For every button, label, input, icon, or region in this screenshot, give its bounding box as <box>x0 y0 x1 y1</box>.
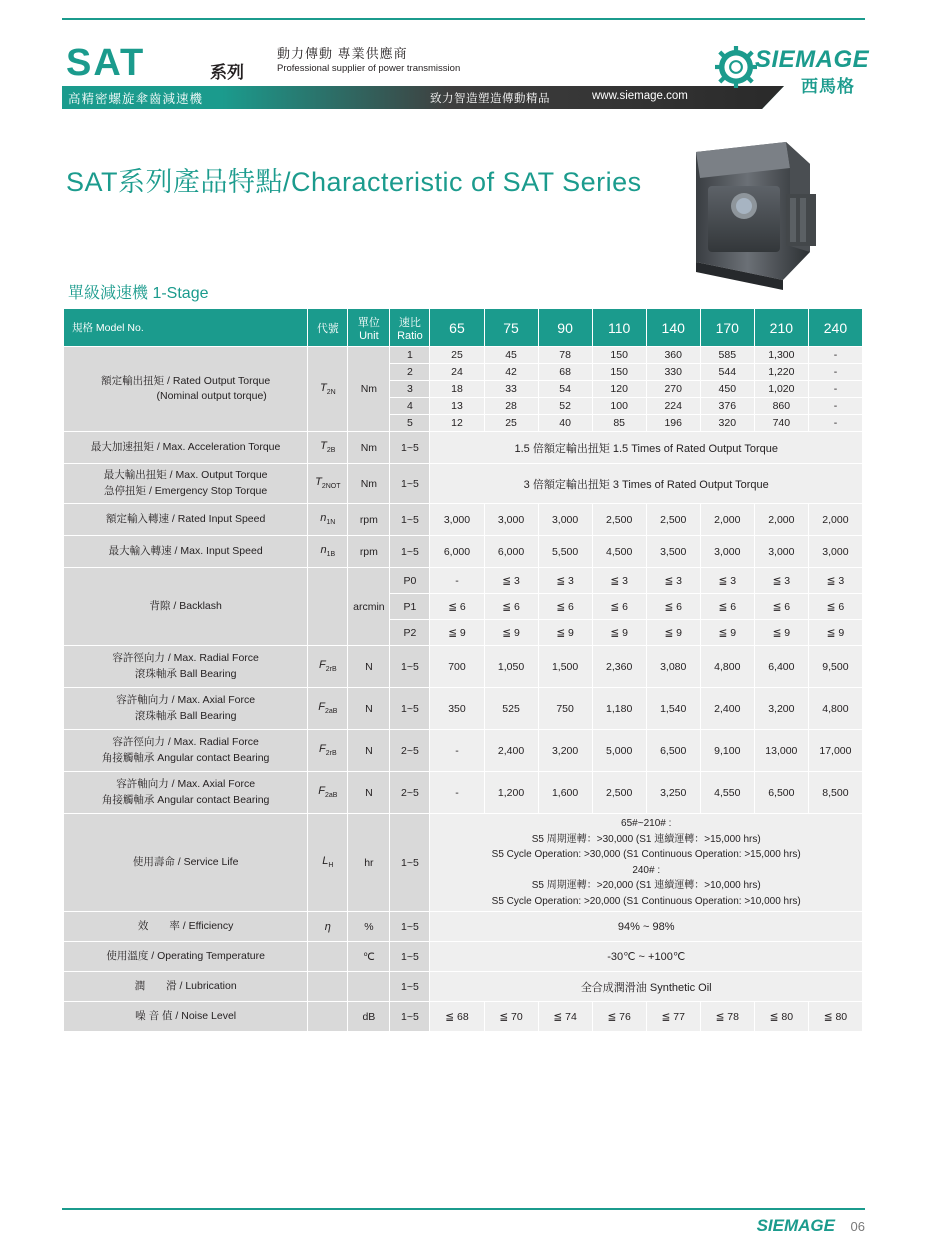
header-unit-cn: 單位 <box>357 316 380 329</box>
cell-torque-r5-140: 196 <box>646 415 700 432</box>
table-header-row <box>64 309 863 347</box>
cell-noise-75: ≦ 70 <box>484 1002 538 1032</box>
cell-noise-140: ≦ 77 <box>646 1002 700 1032</box>
cell-backlash-p1-240: ≦ 6 <box>808 594 862 620</box>
slogan-chinese: 動力傳動 專業供應商 <box>277 46 408 61</box>
row-ratio-temperature: 1~5 <box>390 942 430 972</box>
header-website-url[interactable]: www.siemage.com <box>592 90 688 102</box>
cell-backlash-p1-110: ≦ 6 <box>592 594 646 620</box>
cell-axial-ball-110: 1,180 <box>592 688 646 730</box>
cell-stop-torque-merged: 3 倍額定輸出扭矩 3 Times of Rated Output Torque <box>430 464 863 504</box>
row-symbol-backlash <box>308 568 348 646</box>
cell-backlash-p0-65: - <box>430 568 484 594</box>
cell-radial-ang-240: 17,000 <box>808 730 862 772</box>
cell-radial-ball-170: 4,800 <box>700 646 754 688</box>
row-ratio-2: 2 <box>390 364 430 381</box>
row-label-line2: 滾珠軸承 Ball Bearing <box>134 667 237 680</box>
cell-torque-r1-75: 45 <box>484 347 538 364</box>
table-row <box>64 972 863 1002</box>
header-model-240: 240 <box>808 309 862 347</box>
cell-torque-r2-75: 42 <box>484 364 538 381</box>
cell-accel-torque-merged: 1.5 倍額定輸出扭矩 1.5 Times of Rated Output Torque <box>430 432 863 464</box>
row-label-rated-output-torque <box>64 347 308 432</box>
header-model-65: 65 <box>430 309 484 347</box>
row-unit-n-radial-ang: N <box>348 730 390 772</box>
cell-radial-ang-140: 6,500 <box>646 730 700 772</box>
footer-divider <box>62 1208 865 1210</box>
header-unit-en: Unit <box>359 329 379 342</box>
row-label-line1: 容許徑向力 / Max. Radial Force <box>112 736 259 749</box>
cell-max-speed-110: 4,500 <box>592 536 646 568</box>
row-unit-db: dB <box>348 1002 390 1032</box>
cell-backlash-p1-140: ≦ 6 <box>646 594 700 620</box>
header-code: 代號 <box>308 309 348 347</box>
header-model-90: 90 <box>538 309 592 347</box>
row-ratio-max-speed: 1~5 <box>390 536 430 568</box>
table-row <box>64 347 863 364</box>
cell-backlash-p0-90: ≦ 3 <box>538 568 592 594</box>
cell-torque-r3-170: 450 <box>700 381 754 398</box>
cell-max-speed-140: 3,500 <box>646 536 700 568</box>
row-label-max-input-speed: 最大輸入轉速 / Max. Input Speed <box>64 536 308 568</box>
cell-axial-ang-170: 4,550 <box>700 772 754 814</box>
row-unit-lubrication <box>348 972 390 1002</box>
cell-backlash-p2-90: ≦ 9 <box>538 620 592 646</box>
cell-backlash-p0-210: ≦ 3 <box>754 568 808 594</box>
header-model-210: 210 <box>754 309 808 347</box>
row-symbol-f2ab-ball: $F_{2aB}$ <box>308 688 348 730</box>
row-unit-rpm-max: rpm <box>348 536 390 568</box>
cell-axial-ang-210: 6,500 <box>754 772 808 814</box>
row-grade-p0: P0 <box>390 568 430 594</box>
cell-radial-ang-170: 9,100 <box>700 730 754 772</box>
cell-torque-r1-210: 1,300 <box>754 347 808 364</box>
page-title: SAT系列產品特點/Characteristic of SAT Series <box>66 167 642 197</box>
cell-torque-r2-140: 330 <box>646 364 700 381</box>
cell-torque-r4-90: 52 <box>538 398 592 415</box>
cell-torque-r3-140: 270 <box>646 381 700 398</box>
row-ratio-accel: 1~5 <box>390 432 430 464</box>
table-row <box>64 646 863 688</box>
row-ratio-rated-speed: 1~5 <box>390 504 430 536</box>
cell-torque-r5-90: 40 <box>538 415 592 432</box>
top-divider <box>62 18 865 20</box>
cell-radial-ang-110: 5,000 <box>592 730 646 772</box>
cell-torque-r3-110: 120 <box>592 381 646 398</box>
cell-torque-r2-240: - <box>808 364 862 381</box>
cell-max-speed-210: 3,000 <box>754 536 808 568</box>
row-label-operating-temperature: 使用溫度 / Operating Temperature <box>64 942 308 972</box>
row-unit-n-radial-ball: N <box>348 646 390 688</box>
row-label-radial-force-ball <box>64 646 308 688</box>
cell-axial-ang-90: 1,600 <box>538 772 592 814</box>
header-ratio-cn: 速比 <box>398 316 421 329</box>
row-ratio-lubrication: 1~5 <box>390 972 430 1002</box>
cell-backlash-p2-65: ≦ 9 <box>430 620 484 646</box>
cell-torque-r1-140: 360 <box>646 347 700 364</box>
cell-noise-65: ≦ 68 <box>430 1002 484 1032</box>
cell-radial-ang-210: 13,000 <box>754 730 808 772</box>
row-symbol-temp <box>308 942 348 972</box>
cell-radial-ball-90: 1,500 <box>538 646 592 688</box>
cell-backlash-p0-110: ≦ 3 <box>592 568 646 594</box>
cell-backlash-p2-240: ≦ 9 <box>808 620 862 646</box>
cell-torque-r2-90: 68 <box>538 364 592 381</box>
cell-torque-r4-75: 28 <box>484 398 538 415</box>
table-row <box>64 730 863 772</box>
cell-backlash-p2-75: ≦ 9 <box>484 620 538 646</box>
product-photo <box>678 134 828 294</box>
row-label-line1: 容許軸向力 / Max. Axial Force <box>116 778 256 791</box>
row-label-axial-force-angular <box>64 772 308 814</box>
brand-name-chinese: 西馬格 <box>801 77 855 96</box>
row-unit-arcmin: arcmin <box>348 568 390 646</box>
service-life-line-5: S5 周期運轉：>20,000 (S1 連續運轉：>10,000 hrs) <box>531 880 761 891</box>
cell-backlash-p2-210: ≦ 9 <box>754 620 808 646</box>
cell-noise-210: ≦ 80 <box>754 1002 808 1032</box>
cell-torque-r5-65: 12 <box>430 415 484 432</box>
cell-torque-r1-65: 25 <box>430 347 484 364</box>
cell-torque-r4-240: - <box>808 398 862 415</box>
cell-backlash-p0-75: ≦ 3 <box>484 568 538 594</box>
table-row <box>64 464 863 504</box>
header-ratio-en: Ratio <box>397 329 423 342</box>
cell-torque-r2-110: 150 <box>592 364 646 381</box>
cell-service-life-text <box>430 814 863 912</box>
cell-axial-ang-65: - <box>430 772 484 814</box>
sat-logo: SAT <box>66 42 146 84</box>
row-unit-nm-accel: Nm <box>348 432 390 464</box>
specification-table <box>63 308 863 1032</box>
table-row <box>64 1002 863 1032</box>
table-row <box>64 504 863 536</box>
row-symbol-f2rb-ball: $F_{2rB}$ <box>308 646 348 688</box>
cell-radial-ang-75: 2,400 <box>484 730 538 772</box>
row-symbol-lh: $L_H$ <box>308 814 348 912</box>
cell-axial-ball-240: 4,800 <box>808 688 862 730</box>
cell-radial-ang-90: 3,200 <box>538 730 592 772</box>
row-label-max-output-torque <box>64 464 308 504</box>
row-ratio-1: 1 <box>390 347 430 364</box>
cell-axial-ang-75: 1,200 <box>484 772 538 814</box>
table-row <box>64 688 863 730</box>
cell-axial-ball-170: 2,400 <box>700 688 754 730</box>
cell-torque-r5-170: 320 <box>700 415 754 432</box>
cell-max-speed-75: 6,000 <box>484 536 538 568</box>
row-label-main: 額定輸出扭矩 / Rated Output Torque <box>101 374 271 387</box>
header-ratio <box>390 309 430 347</box>
table-row <box>64 568 863 594</box>
table-row <box>64 536 863 568</box>
header-bar-tagline: 致力智造塑造傳動精品 <box>430 93 550 105</box>
row-label-line2: 急停扭矩 / Emergency Stop Torque <box>104 484 268 497</box>
row-unit-n-axial-ball: N <box>348 688 390 730</box>
cell-torque-r5-110: 85 <box>592 415 646 432</box>
header-bar-chinese: 高精密螺旋傘齒減速機 <box>68 92 204 106</box>
cell-backlash-p0-240: ≦ 3 <box>808 568 862 594</box>
row-symbol-n1b: $n_{1B}$ <box>308 536 348 568</box>
cell-torque-r2-210: 1,220 <box>754 364 808 381</box>
row-grade-p2: P2 <box>390 620 430 646</box>
cell-noise-240: ≦ 80 <box>808 1002 862 1032</box>
cell-radial-ball-75: 1,050 <box>484 646 538 688</box>
cell-torque-r4-110: 100 <box>592 398 646 415</box>
cell-axial-ball-210: 3,200 <box>754 688 808 730</box>
cell-rated-speed-140: 2,500 <box>646 504 700 536</box>
cell-torque-r3-210: 1,020 <box>754 381 808 398</box>
cell-torque-r3-90: 54 <box>538 381 592 398</box>
service-life-line-4: 240# : <box>632 864 661 876</box>
row-label-line1: 最大輸出扭矩 / Max. Output Torque <box>103 469 268 482</box>
sat-series-label: 系列 <box>210 63 244 82</box>
row-symbol-n1n: $n_{1N}$ <box>308 504 348 536</box>
row-label-service-life: 使用壽命 / Service Life <box>64 814 308 912</box>
row-ratio-4: 4 <box>390 398 430 415</box>
cell-axial-ball-65: 350 <box>430 688 484 730</box>
row-unit-n-axial-ang: N <box>348 772 390 814</box>
cell-radial-ball-110: 2,360 <box>592 646 646 688</box>
cell-axial-ang-140: 3,250 <box>646 772 700 814</box>
cell-radial-ball-210: 6,400 <box>754 646 808 688</box>
cell-torque-r5-240: - <box>808 415 862 432</box>
cell-torque-r1-170: 585 <box>700 347 754 364</box>
cell-axial-ang-110: 2,500 <box>592 772 646 814</box>
cell-radial-ball-140: 3,080 <box>646 646 700 688</box>
row-label-noise-level: 噪 音 值 / Noise Level <box>64 1002 308 1032</box>
cell-torque-r4-170: 376 <box>700 398 754 415</box>
footer-brand: SIEMAGE <box>756 1216 835 1235</box>
row-ratio-noise: 1~5 <box>390 1002 430 1032</box>
row-unit-percent: % <box>348 912 390 942</box>
header-model-140: 140 <box>646 309 700 347</box>
row-unit-rpm-rated: rpm <box>348 504 390 536</box>
row-label-sub: (Nominal output torque) <box>156 390 267 402</box>
cell-torque-r4-140: 224 <box>646 398 700 415</box>
row-symbol-t2not: $T_{2NOT}$ <box>308 464 348 504</box>
cell-torque-r2-170: 544 <box>700 364 754 381</box>
row-unit-nm-stop: Nm <box>348 464 390 504</box>
cell-max-speed-90: 5,500 <box>538 536 592 568</box>
row-ratio-axial-ang: 2~5 <box>390 772 430 814</box>
header-model-170: 170 <box>700 309 754 347</box>
row-symbol-eta: η <box>308 912 348 942</box>
cell-noise-90: ≦ 74 <box>538 1002 592 1032</box>
table-row <box>64 814 863 912</box>
cell-axial-ball-140: 1,540 <box>646 688 700 730</box>
cell-backlash-p0-140: ≦ 3 <box>646 568 700 594</box>
header-model-75: 75 <box>484 309 538 347</box>
service-life-line-2: S5 周期運轉：>30,000 (S1 連續運轉：>15,000 hrs) <box>531 833 761 845</box>
row-label-lubrication: 潤 滑 / Lubrication <box>64 972 308 1002</box>
cell-rated-speed-110: 2,500 <box>592 504 646 536</box>
row-label-line2: 角接觸軸承 Angular contact Bearing <box>101 793 270 806</box>
row-ratio-5: 5 <box>390 415 430 432</box>
cell-axial-ang-240: 8,500 <box>808 772 862 814</box>
cell-backlash-p1-210: ≦ 6 <box>754 594 808 620</box>
cell-axial-ball-90: 750 <box>538 688 592 730</box>
cell-backlash-p1-90: ≦ 6 <box>538 594 592 620</box>
service-life-line-3: S5 Cycle Operation: >30,000 (S1 Continuous Operation: >15,000 hrs) <box>491 849 801 860</box>
cell-max-speed-240: 3,000 <box>808 536 862 568</box>
cell-rated-speed-65: 3,000 <box>430 504 484 536</box>
cell-torque-r4-210: 860 <box>754 398 808 415</box>
cell-noise-170: ≦ 78 <box>700 1002 754 1032</box>
row-label-line1: 容許徑向力 / Max. Radial Force <box>112 652 259 665</box>
row-symbol-f2rb-ang: $F_{2rB}$ <box>308 730 348 772</box>
row-symbol-t2b: $T_{2B}$ <box>308 432 348 464</box>
row-label-rated-input-speed: 額定輸入轉速 / Rated Input Speed <box>64 504 308 536</box>
section-label: 單級減速機 1-Stage <box>68 285 209 302</box>
cell-torque-r2-65: 24 <box>430 364 484 381</box>
gear-icon <box>715 46 757 88</box>
row-symbol-lubrication <box>308 972 348 1002</box>
cell-backlash-p2-170: ≦ 9 <box>700 620 754 646</box>
cell-rated-speed-75: 3,000 <box>484 504 538 536</box>
cell-max-speed-65: 6,000 <box>430 536 484 568</box>
brand-logo <box>715 40 870 102</box>
cell-backlash-p2-140: ≦ 9 <box>646 620 700 646</box>
service-life-line-1: 65#~210# : <box>621 818 672 829</box>
header-model: 規格 Model No. <box>64 309 308 347</box>
table-row <box>64 432 863 464</box>
cell-radial-ang-65: - <box>430 730 484 772</box>
cell-backlash-p2-110: ≦ 9 <box>592 620 646 646</box>
cell-backlash-p1-65: ≦ 6 <box>430 594 484 620</box>
row-label-axial-force-ball <box>64 688 308 730</box>
row-unit-nm: Nm <box>348 347 390 432</box>
cell-torque-r3-65: 18 <box>430 381 484 398</box>
brand-name: SIEMAGE <box>755 46 870 73</box>
cell-efficiency-value: 94% ~ 98% <box>430 912 863 942</box>
row-symbol-f2ab-ang: $F_{2aB}$ <box>308 772 348 814</box>
service-life-line-6: S5 Cycle Operation: >20,000 (S1 Continuous Operation: >10,000 hrs) <box>491 895 801 907</box>
cell-rated-speed-170: 2,000 <box>700 504 754 536</box>
row-ratio-axial-ball: 1~5 <box>390 688 430 730</box>
cell-lubrication-value: 全合成潤滑油 Synthetic Oil <box>430 972 863 1002</box>
cell-torque-r5-75: 25 <box>484 415 538 432</box>
cell-rated-speed-210: 2,000 <box>754 504 808 536</box>
cell-noise-110: ≦ 76 <box>592 1002 646 1032</box>
row-symbol-noise <box>308 1002 348 1032</box>
cell-radial-ball-65: 700 <box>430 646 484 688</box>
table-row <box>64 772 863 814</box>
row-ratio-stop: 1~5 <box>390 464 430 504</box>
row-label-max-acceleration-torque: 最大加速扭矩 / Max. Acceleration Torque <box>64 432 308 464</box>
row-label-line2: 角接觸軸承 Angular contact Bearing <box>101 751 270 764</box>
row-ratio-service-life: 1~5 <box>390 814 430 912</box>
table-row <box>64 942 863 972</box>
page-header <box>62 36 870 111</box>
cell-max-speed-170: 3,000 <box>700 536 754 568</box>
row-unit-hr: hr <box>348 814 390 912</box>
table-row <box>64 912 863 942</box>
row-ratio-3: 3 <box>390 381 430 398</box>
row-symbol-t2n: $T_{2N}$ <box>308 347 348 432</box>
cell-rated-speed-240: 2,000 <box>808 504 862 536</box>
row-grade-p1: P1 <box>390 594 430 620</box>
cell-torque-r1-90: 78 <box>538 347 592 364</box>
cell-axial-ball-75: 525 <box>484 688 538 730</box>
row-ratio-radial-ang: 2~5 <box>390 730 430 772</box>
cell-torque-r5-210: 740 <box>754 415 808 432</box>
cell-torque-r4-65: 13 <box>430 398 484 415</box>
header-unit <box>348 309 390 347</box>
cell-torque-r3-75: 33 <box>484 381 538 398</box>
cell-backlash-p1-75: ≦ 6 <box>484 594 538 620</box>
cell-backlash-p0-170: ≦ 3 <box>700 568 754 594</box>
footer-page-number: 06 <box>850 1219 865 1234</box>
cell-rated-speed-90: 3,000 <box>538 504 592 536</box>
cell-backlash-p1-170: ≦ 6 <box>700 594 754 620</box>
row-ratio-efficiency: 1~5 <box>390 912 430 942</box>
cell-radial-ball-240: 9,500 <box>808 646 862 688</box>
header-model-110: 110 <box>592 309 646 347</box>
row-label-backlash: 背隙 / Backlash <box>64 568 308 646</box>
row-label-line1: 容許軸向力 / Max. Axial Force <box>116 694 256 707</box>
row-ratio-radial-ball: 1~5 <box>390 646 430 688</box>
row-label-radial-force-angular <box>64 730 308 772</box>
cell-temperature-value: -30℃ ~ +100℃ <box>430 942 863 972</box>
cell-torque-r1-110: 150 <box>592 347 646 364</box>
slogan-english: Professional supplier of power transmission <box>277 63 461 74</box>
row-label-line2: 滾珠軸承 Ball Bearing <box>134 709 237 722</box>
cell-torque-r1-240: - <box>808 347 862 364</box>
cell-torque-r3-240: - <box>808 381 862 398</box>
row-unit-celsius: ℃ <box>348 942 390 972</box>
row-label-efficiency: 效 率 / Efficiency <box>64 912 308 942</box>
